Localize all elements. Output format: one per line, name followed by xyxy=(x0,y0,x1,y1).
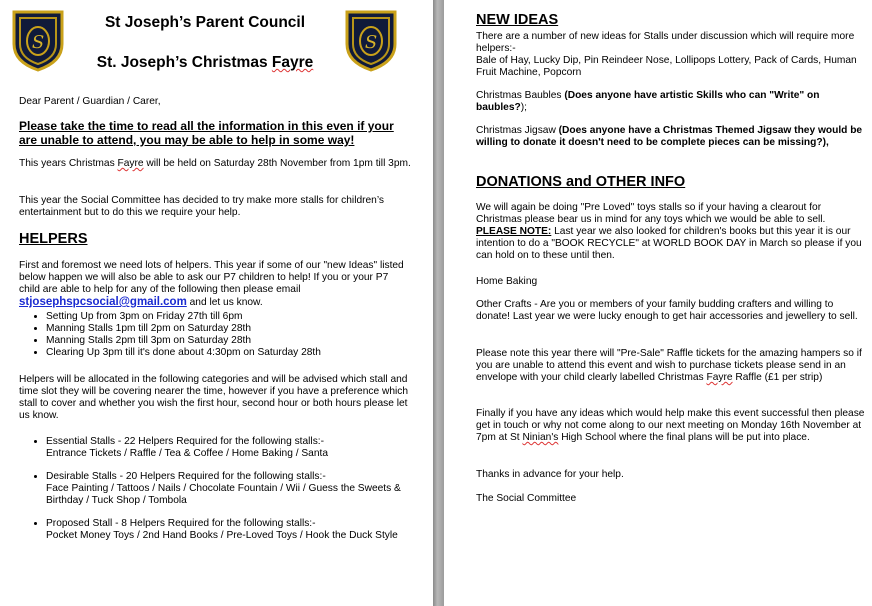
meeting-text: Finally if you have any ideas which would help make this event successful then please get in touch or why not come along to our next meeting on Monday 16th November at 7pm at St Ninian's High School where the final plans will be put into place. xyxy=(476,408,865,443)
new-ideas-text: There are a number of new ideas for Stalls under discussion which will require more helpers:- Bale of Hay, Lucky Dip, Pin Reindeer Nose, Lollipops Lottery, Pack of Cards, Human Fruit Machine, Popcorn xyxy=(476,31,857,78)
signoff-text: The Social Committee xyxy=(476,493,577,504)
attendance-notice: Please take the time to read all the information in this even if your are unable to attend, you may be able to help in some way! xyxy=(19,119,394,147)
event-title: St. Joseph’s Christmas Fayre xyxy=(96,54,314,71)
thanks-text: Thanks in advance for your help. xyxy=(476,469,624,480)
toys-text: We will again be doing "Pre Loved" toys stalls so if your having a clearout for Christmas please bear us in mind for any toys which we would be able to sell. PLEASE NOTE: Last year we also looked for children's books but this year it is our intention to do a "BOOK RECYCLE" at WORLD BOOK DAY in March so please if you can hold on to these until then. xyxy=(476,202,862,261)
fayre-date-text: This years Christmas Fayre will be held on Saturday 28th November from 1pm till 3pm. xyxy=(19,158,411,169)
left-page xyxy=(0,0,433,606)
allocation-note: Helpers will be allocated in the following categories and will be advised which stall and time slot they will be covering nearer the time, however if you have a preference which stall to cover and whether you wish the first hour, second hour or both hours please let us know. xyxy=(19,374,409,421)
list-item: • Proposed Stall - 8 Helpers Required for the following stalls:- Pocket Money Toys / 2nd Hand Books / Pre-Loved Toys / Hook the Duck Style xyxy=(46,518,426,542)
helpers-intro: First and foremost we need lots of helpers. This year if some of our "new Ideas" listed below happen we will also be able to ask our P7 children to help! If you or your P7 child are able to help for any of the following then please email stjosephspcsocial@gmail.com and let us know. xyxy=(19,260,404,308)
org-title: St Joseph’s Parent Council xyxy=(104,14,306,31)
list-item: • Desirable Stalls - 20 Helpers Required for the following stalls:- Face Painting / Tattoos / Nails / Chocolate Fountain / Wii / Guess the Sweets & Birthday / Tuck Shop / Tombola xyxy=(46,471,426,507)
list-item: • Clearing Up 3pm till it's done about 4:30pm on Saturday 28th xyxy=(46,347,426,359)
helper-shifts-list xyxy=(30,311,426,359)
page-gutter xyxy=(433,0,444,606)
crest-letter: S xyxy=(364,32,378,53)
raffle-text: Please note this year there will "Pre-Sale" Raffle tickets for the amazing hampers so if you are unable to attend this event and wish to purchase tickets please send in an envelope with your child clearly labelled Christmas Fayre Raffle (£1 per strip) xyxy=(476,348,862,383)
home-baking: Home Baking xyxy=(476,276,538,287)
greeting: Dear Parent / Guardian / Carer, xyxy=(19,96,161,107)
list-item: • Manning Stalls 2pm till 3pm on Saturday 28th xyxy=(46,335,426,347)
helpers-heading: HELPERS xyxy=(19,231,88,247)
list-item: • Essential Stalls - 22 Helpers Required for the following stalls:- Entrance Tickets / Raffle / Tea & Coffee / Home Baking / Santa xyxy=(46,436,426,460)
new-ideas-heading: NEW IDEAS xyxy=(476,12,559,28)
social-committee-note: This year the Social Committee has decided to try make more stalls for children’s entertainment but to do this we require your help. xyxy=(19,195,385,218)
baubles-text: Christmas Baubles (Does anyone have artistic Skills who can "Write" on baubles?); xyxy=(476,90,820,113)
school-crest-icon xyxy=(345,10,397,72)
list-item: • Setting Up from 3pm on Friday 27th till 6pm xyxy=(46,311,426,323)
right-page xyxy=(444,0,872,606)
school-crest-icon xyxy=(12,10,64,72)
list-item: • Manning Stalls 1pm till 2pm on Saturday 28th xyxy=(46,323,426,335)
jigsaw-text: Christmas Jigsaw (Does anyone have a Christmas Themed Jigsaw they would be willing to donate it doesn't need to be complete pieces can be missing?), xyxy=(476,125,863,148)
crafts-text: Other Crafts - Are you or members of your family budding crafters and willing to donate! Last year we were lucky enough to get hair accessories and jewellery to sell. xyxy=(476,299,858,322)
stall-categories-list xyxy=(30,436,426,542)
donations-heading: DONATIONS and OTHER INFO xyxy=(476,174,686,190)
email-link[interactable]: stjosephspcsocial@gmail.com xyxy=(19,296,187,308)
crest-letter: S xyxy=(31,32,45,53)
